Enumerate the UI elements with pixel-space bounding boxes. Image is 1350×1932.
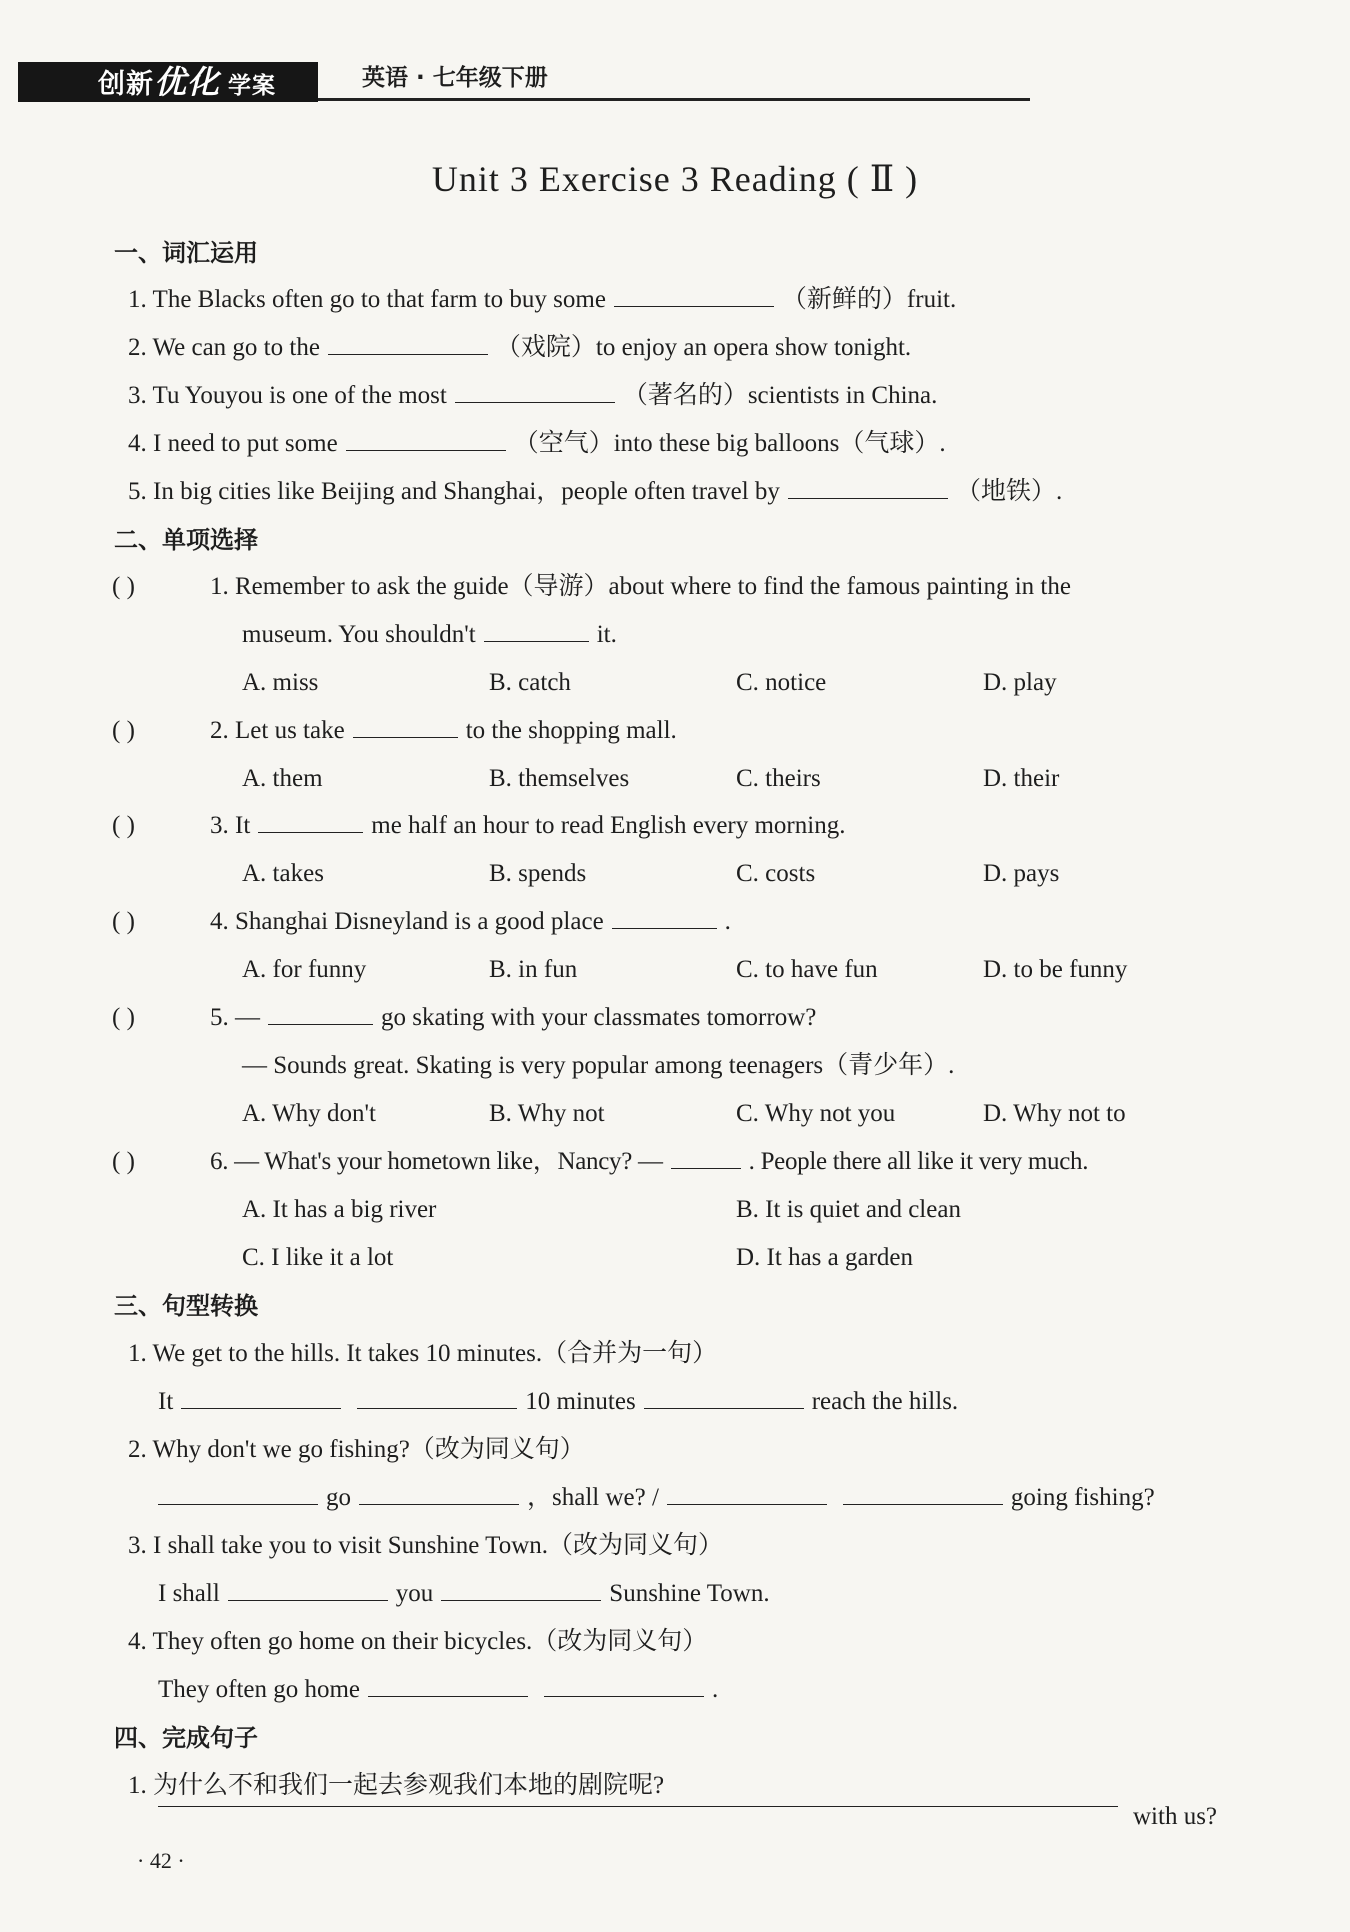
answer-blank[interactable] xyxy=(612,906,717,929)
question-text: . People there all like it very much. xyxy=(748,1148,1089,1175)
page-title: Unit 3 Exercise 3 Reading ( Ⅱ ) xyxy=(431,159,919,199)
answer-blank[interactable] xyxy=(258,810,363,833)
option-b: B. in fun xyxy=(489,956,578,983)
transform-question-2: 2. Why don't we go fishing?（改为同义句） xyxy=(128,1436,585,1463)
question-text: museum. You shouldn't xyxy=(242,621,476,648)
answer-parenthesis[interactable]: ( ) xyxy=(112,573,135,600)
option-d: D. It has a garden xyxy=(736,1244,914,1271)
answer-blank[interactable] xyxy=(346,428,506,451)
transform-question-1: 1. We get to the hills. It takes 10 minutes.（合并为一句） xyxy=(128,1340,718,1367)
mc-question-2 xyxy=(210,714,677,748)
question-text: 2. Let us take xyxy=(210,717,345,744)
vocab-question-4 xyxy=(128,427,946,461)
option-d: D. Why not to xyxy=(983,1100,1126,1127)
answer-text: They often go home xyxy=(158,1676,361,1703)
answer-text: you xyxy=(395,1580,434,1607)
question-text: . xyxy=(724,908,731,935)
answer-text: Sunshine Town. xyxy=(609,1580,770,1607)
subject-label: 英语 · 七年级下册 xyxy=(362,65,548,91)
vocab-question-2 xyxy=(128,331,911,365)
option-c: C. Why not you xyxy=(736,1100,896,1127)
mc-question-3 xyxy=(210,809,845,843)
option-a: A. them xyxy=(242,765,323,792)
answer-long-blank[interactable] xyxy=(158,1806,1118,1807)
answer-blank[interactable] xyxy=(228,1578,388,1601)
answer-parenthesis[interactable]: ( ) xyxy=(112,1004,135,1031)
option-d: D. pays xyxy=(983,860,1060,887)
complete-answer-end: with us? xyxy=(1133,1803,1218,1830)
answer-blank[interactable] xyxy=(158,1482,318,1505)
option-a: A. Why don't xyxy=(242,1100,376,1127)
transform-answer-1 xyxy=(158,1385,958,1419)
answer-text: 10 minutes xyxy=(525,1388,636,1415)
answer-text: going fishing? xyxy=(1010,1484,1155,1511)
brand-subtitle: 学案 xyxy=(228,73,277,99)
answer-blank[interactable] xyxy=(357,1386,517,1409)
answer-blank[interactable] xyxy=(268,1002,373,1025)
option-d: D. to be funny xyxy=(983,956,1128,983)
answer-blank[interactable] xyxy=(667,1482,827,1505)
answer-blank[interactable] xyxy=(788,476,948,499)
question-text: 4. I need to put some xyxy=(128,430,338,457)
question-text: （地铁）. xyxy=(955,478,1063,505)
answer-blank[interactable] xyxy=(843,1482,1003,1505)
question-text: 3. It xyxy=(210,812,251,839)
question-text: （新鲜的）fruit. xyxy=(781,286,957,313)
mc-question-1: 1. Remember to ask the guide（导游）about where to find the famous painting in the xyxy=(210,573,1071,600)
answer-blank[interactable] xyxy=(614,284,774,307)
answer-text: . xyxy=(712,1676,719,1703)
question-text: go skating with your classmates tomorrow? xyxy=(381,1004,817,1031)
option-a: A. for funny xyxy=(242,956,367,983)
question-text: 3. Tu Youyou is one of the most xyxy=(128,382,447,409)
answer-text: go xyxy=(326,1484,351,1511)
answer-blank[interactable] xyxy=(455,380,615,403)
mc-question-1-cont xyxy=(242,618,617,652)
option-c: C. to have fun xyxy=(736,956,878,983)
answer-blank[interactable] xyxy=(359,1482,519,1505)
mc-question-5 xyxy=(210,1001,816,1035)
section-heading-vocab: 一、词汇运用 xyxy=(114,239,258,267)
section-heading-choice: 二、单项选择 xyxy=(114,526,258,554)
answer-blank[interactable] xyxy=(328,332,488,355)
answer-blank[interactable] xyxy=(368,1674,528,1697)
question-text: to the shopping mall. xyxy=(465,717,677,744)
transform-question-3: 3. I shall take you to visit Sunshine Town.（改为同义句） xyxy=(128,1532,723,1559)
complete-question-1: 1. 为什么不和我们一起去参观我们本地的剧院呢? xyxy=(128,1772,665,1799)
vocab-question-1 xyxy=(128,283,956,317)
answer-text: reach the hills. xyxy=(811,1388,959,1415)
answer-parenthesis[interactable]: ( ) xyxy=(112,717,135,744)
answer-blank[interactable] xyxy=(181,1386,341,1409)
answer-blank[interactable] xyxy=(644,1386,804,1409)
answer-blank[interactable] xyxy=(441,1578,601,1601)
question-text: 1. The Blacks often go to that farm to buy some xyxy=(128,286,606,313)
header-rule xyxy=(318,98,1030,101)
answer-parenthesis[interactable]: ( ) xyxy=(112,1148,135,1175)
section-heading-complete: 四、完成句子 xyxy=(114,1724,258,1752)
transform-question-4: 4. They often go home on their bicycles.（改为同义句） xyxy=(128,1628,708,1655)
transform-answer-4 xyxy=(158,1673,718,1707)
vocab-question-5 xyxy=(128,475,1062,509)
answer-text: I shall xyxy=(158,1580,220,1607)
question-text: it. xyxy=(596,621,617,648)
option-b: B. spends xyxy=(489,860,587,887)
transform-answer-2 xyxy=(150,1481,1155,1515)
option-d: D. their xyxy=(983,765,1060,792)
option-a: A. miss xyxy=(242,669,319,696)
question-text: （空气）into these big balloons（气球）. xyxy=(513,430,946,457)
option-c: C. I like it a lot xyxy=(242,1244,394,1271)
question-text: （戏院）to enjoy an opera show tonight. xyxy=(495,334,912,361)
mc-question-6 xyxy=(210,1145,1088,1179)
answer-blank[interactable] xyxy=(484,619,589,642)
option-c: C. costs xyxy=(736,860,816,887)
section-heading-transform: 三、句型转换 xyxy=(114,1292,258,1320)
option-b: B. It is quiet and clean xyxy=(736,1196,961,1223)
option-b: B. Why not xyxy=(489,1100,605,1127)
question-text: （著名的）scientists in China. xyxy=(622,382,938,409)
question-text: 6. — What's your hometown like，Nancy? — xyxy=(210,1148,663,1175)
brand-text: 创新 xyxy=(98,69,154,100)
question-text: me half an hour to read English every morning. xyxy=(371,812,846,839)
option-c: C. notice xyxy=(736,669,827,696)
brand-emphasis: 优化 xyxy=(154,63,221,101)
transform-answer-3 xyxy=(158,1577,770,1611)
question-text: 2. We can go to the xyxy=(128,334,320,361)
answer-text: ，shall we? / xyxy=(527,1484,659,1511)
question-text: 5. — xyxy=(210,1004,260,1031)
vocab-question-3 xyxy=(128,379,937,413)
option-a: A. takes xyxy=(242,860,324,887)
answer-blank[interactable] xyxy=(353,715,458,738)
option-a: A. It has a big river xyxy=(242,1196,437,1223)
answer-text: It xyxy=(158,1388,174,1415)
option-b: B. themselves xyxy=(489,765,630,792)
question-text: 4. Shanghai Disneyland is a good place xyxy=(210,908,604,935)
answer-parenthesis[interactable]: ( ) xyxy=(112,908,135,935)
answer-parenthesis[interactable]: ( ) xyxy=(112,812,135,839)
page-number: · 42 · xyxy=(137,1848,185,1873)
option-b: B. catch xyxy=(489,669,571,696)
answer-blank[interactable] xyxy=(544,1674,704,1697)
question-text: 5. In big cities like Beijing and Shanghai，people often travel by xyxy=(128,478,780,505)
mc-question-5-reply: — Sounds great. Skating is very popular among teenagers（青少年）. xyxy=(242,1052,955,1079)
answer-blank[interactable] xyxy=(671,1146,741,1169)
brand-logo xyxy=(18,62,318,102)
mc-question-4 xyxy=(210,905,731,939)
option-d: D. play xyxy=(983,669,1057,696)
option-c: C. theirs xyxy=(736,765,821,792)
